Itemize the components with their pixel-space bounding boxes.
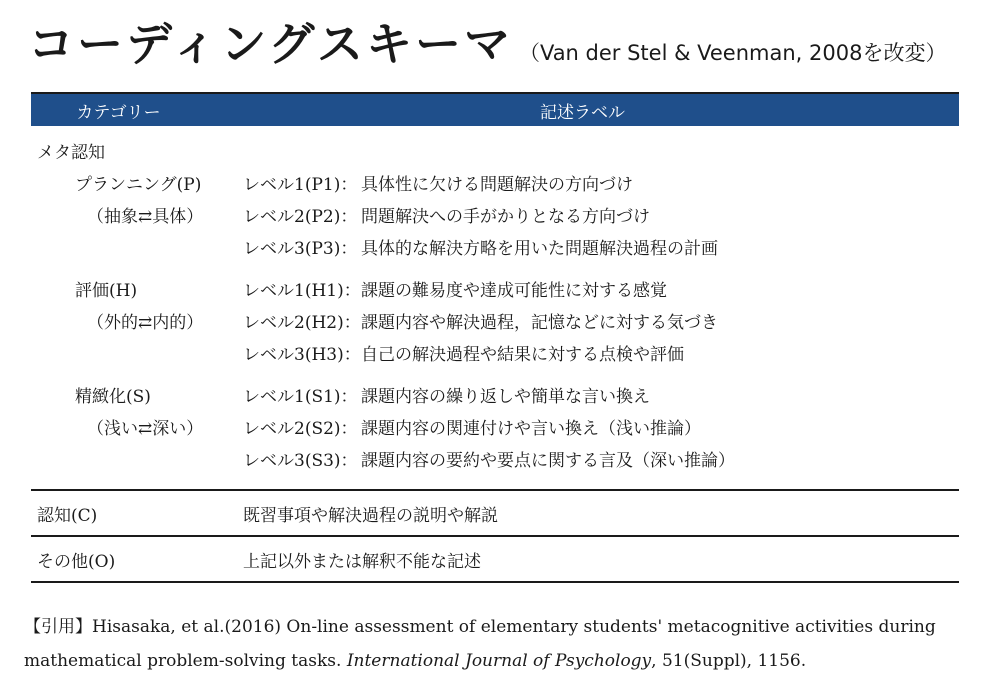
level-code: レベル2(H2)： [243, 313, 361, 333]
level-code: レベル3(P3)： [243, 239, 358, 259]
header-label: 記述ラベル [540, 102, 625, 123]
group-name: 精緻化(S) [75, 387, 151, 407]
level-text: 課題内容の要約や要点に関する言及（深い推論） [361, 451, 735, 471]
level-code: レベル1(P1)： [243, 175, 358, 195]
level-row [243, 339, 959, 371]
level-text: 課題の難易度や達成可能性に対する感覚 [361, 281, 667, 301]
coding-schema-table [31, 92, 959, 583]
level-row [243, 445, 959, 477]
level-row [243, 381, 959, 413]
level-text: 課題内容の関連付けや言い換え（浅い推論） [361, 419, 701, 439]
group-elaboration [31, 381, 959, 477]
group-range: （浅い⇄深い） [87, 419, 204, 439]
citation-journal: International Journal of Psychology [346, 651, 652, 671]
group-evaluation [31, 275, 959, 371]
level-code: レベル1(S1)： [243, 387, 358, 407]
other-category: その他(O) [37, 551, 116, 572]
cognition-label: 既習事項や解決過程の説明や解説 [243, 505, 498, 526]
citation-tail: , 51(Suppl), 1156. [651, 651, 807, 671]
other-row [31, 535, 959, 581]
title-block [28, 8, 946, 74]
level-code: レベル1(H1)： [243, 281, 361, 301]
level-row [243, 169, 959, 201]
table-bottom-rule [31, 581, 959, 583]
level-row [243, 275, 959, 307]
page-title: コーディングスキーマ [28, 17, 513, 71]
level-text: 具体性に欠ける問題解決の方向づけ [361, 175, 633, 195]
group-name: 評価(H) [75, 281, 138, 301]
level-row [243, 233, 959, 265]
group-range: （外的⇄内的） [87, 313, 204, 333]
group-planning [31, 169, 959, 265]
cognition-row [31, 489, 959, 535]
citation-authors: Hisasaka, et al.(2016) On-line assessment of elementary students' metacognitive activities during mathematical problem-solving tasks. [24, 617, 936, 671]
level-row [243, 307, 959, 339]
level-code: レベル3(S3)： [243, 451, 358, 471]
citation-prefix: 【引用】 [24, 617, 92, 637]
metacognition-label: メタ認知 [37, 143, 105, 163]
level-text: 具体的な解決方略を用いた問題解決過程の計画 [361, 239, 718, 259]
level-text: 問題解決への手がかりとなる方向づけ [361, 207, 650, 227]
level-text: 自己の解決過程や結果に対する点検や評価 [361, 345, 684, 365]
table-header [31, 92, 959, 126]
cognition-category: 認知(C) [37, 505, 98, 526]
level-text: 課題内容の繰り返しや簡単な言い換え [361, 387, 650, 407]
level-text: 課題内容や解決過程，記憶などに対する気づき [361, 313, 718, 333]
level-row [243, 413, 959, 445]
group-range: （抽象⇄具体） [87, 207, 204, 227]
level-row [243, 201, 959, 233]
other-label: 上記以外または解釈不能な記述 [243, 551, 481, 572]
header-category: カテゴリー [76, 102, 161, 123]
level-code: レベル3(H3)： [243, 345, 361, 365]
level-code: レベル2(P2)： [243, 207, 358, 227]
level-code: レベル2(S2)： [243, 419, 358, 439]
page-subtitle: （Van der Stel & Veenman, 2008を改変） [518, 41, 947, 65]
citation [24, 610, 974, 678]
group-name: プランニング(P) [75, 175, 202, 195]
